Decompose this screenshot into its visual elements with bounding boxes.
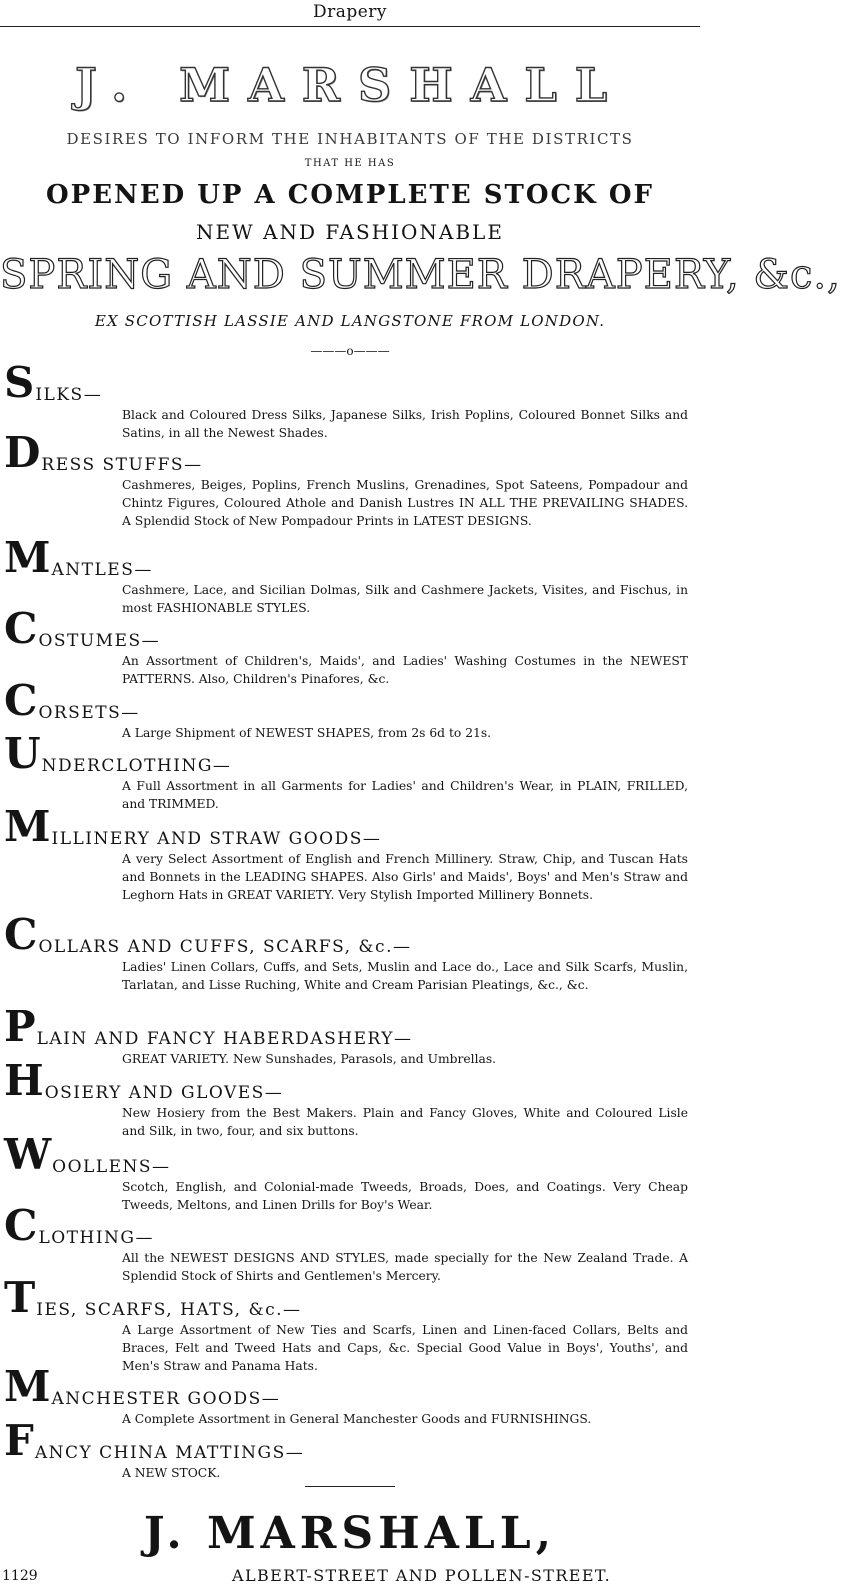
top-rule [0,26,700,27]
item-ties [4,1273,692,1375]
item-heading: OOLLENS— [52,1157,171,1177]
masthead-name: J. MARSHALL [74,58,626,112]
item-initial: D [4,428,41,477]
item-mantles [4,533,692,617]
item-initial: F [4,1416,34,1465]
item-heading: LAIN AND FANCY HABERDASHERY— [36,1029,413,1049]
item-heading: OSIERY AND GLOVES— [44,1083,284,1103]
item-description: A Complete Assortment in General Manchester Goods and FURNISHINGS. [122,1412,592,1426]
item-costumes [4,604,692,688]
item-heading: ILKS— [35,385,103,405]
item-description: Cashmere, Lace, and Sicilian Dolmas, Silk and Cashmere Jackets, Visites, and Fischus, in most FASHIONABLE STYLES. [122,583,688,615]
item-description: Cashmeres, Beiges, Poplins, French Muslins, Grenadines, Spot Sateens, Pompadour and Chintz Figures, Coloured Athole and Danish Lustres IN ALL THE PREVAILING SHADES. A Splendid Stock of New Pompadour Prints in LATEST DESIGNS. [122,478,688,528]
ornament-divider: ———o——— [310,344,390,358]
item-collars [4,910,692,994]
item-description: New Hosiery from the Best Makers. Plain and Fancy Gloves, White and Coloured Lisle and Silk, in two, four, and six buttons. [122,1106,688,1138]
item-description: A very Select Assortment of English and French Millinery. Straw, Chip, and Tuscan Hats and Bonnets in the LEADING SHAPES. Also Girls' and Maids', Boys' and Men's Straw and Leghorn Hats in GREAT VARIETY. Very Stylish Imported Millinery Bonnets. [122,852,688,902]
item-description: Black and Coloured Dress Silks, Japanese Silks, Irish Poplins, Coloured Bonnet Silks and Satins, in all the Newest Shades. [122,408,688,440]
item-initial: M [4,1362,51,1411]
item-description: Ladies' Linen Collars, Cuffs, and Sets, Muslin and Lace do., Lace and Silk Scarfs, Muslin, Tarlatan, and Lisse Ruching, White and Cream Parisian Pleatings, &c., &c. [122,960,688,992]
item-initial: S [4,358,35,407]
item-description: Scotch, English, and Colonial-made Tweeds, Broads, Does, and Coatings. Very Cheap Tweeds, Meltons, and Linen Drills for Boy's Wear. [122,1180,688,1212]
item-underclothing [4,729,692,813]
item-description: A Large Shipment of NEWEST SHAPES, from 2s 6d to 21s. [122,726,492,740]
address: ALBERT-STREET AND POLLEN-STREET. [232,1566,612,1585]
item-heading: IES, SCARFS, HATS, &c.— [36,1300,302,1320]
spring-summer-heading: SPRING AND SUMMER DRAPERY, &c., [0,252,841,298]
footer-name: J. MARSHALL, [143,1508,557,1559]
item-description: A NEW STOCK. [122,1466,221,1480]
page-number: 1129 [2,1568,38,1584]
item-heading: ILLINERY AND STRAW GOODS— [51,829,382,849]
item-silks [4,358,692,442]
item-initial: P [4,1002,36,1051]
item-initial: C [4,1201,38,1250]
item-heading: NDERCLOTHING— [41,756,232,776]
item-description: A Large Assortment of New Ties and Scarfs, Linen and Linen-faced Collars, Belts and Braces, Felt and Tweed Hats and Caps, &c. Special Good Value in Boys', Youths', and Men's Straw and Panama Hats. [122,1323,688,1373]
announcement-line: DESIRES TO INFORM THE INHABITANTS OF THE DISTRICTS [66,130,634,148]
new-fashionable-line: NEW AND FASHIONABLE [196,220,504,244]
item-heading: OLLARS AND CUFFS, SCARFS, &c.— [38,937,412,957]
item-initial: T [4,1273,36,1322]
item-dress-stuffs [4,428,692,530]
item-haberdashery [4,1002,692,1068]
item-initial: M [4,802,51,851]
item-description: A Full Assortment in all Garments for Ladies' and Children's Wear, in PLAIN, FRILLED, and TRIMMED. [122,779,688,811]
item-initial: M [4,533,51,582]
item-heading: LOTHING— [38,1228,154,1248]
item-heading: ORSETS— [38,703,140,723]
item-initial: C [4,676,38,725]
item-millinery [4,802,692,904]
item-heading: ANTLES— [51,560,153,580]
item-initial: U [4,729,41,778]
ships-line: EX SCOTTISH LASSIE AND LANGSTONE FROM LONDON. [94,312,606,330]
item-description: All the NEWEST DESIGNS AND STYLES, made specially for the New Zealand Trade. A Splendid Stock of Shirts and Gentlemen's Mercery. [122,1251,688,1283]
that-he-has-line: THAT HE HAS [304,158,396,169]
item-heading: ANCHESTER GOODS— [51,1389,281,1409]
item-description: GREAT VARIETY. New Sunshades, Parasols, and Umbrellas. [122,1052,497,1066]
item-initial: W [4,1130,52,1179]
item-woollens [4,1130,692,1214]
item-initial: C [4,910,38,959]
item-manchester [4,1362,692,1428]
item-heading: ANCY CHINA MATTINGS— [34,1443,305,1463]
item-initial: C [4,604,38,653]
opened-stock-line: OPENED UP A COMPLETE STOCK OF [46,180,654,210]
item-initial: H [4,1056,44,1105]
footer-rule [305,1486,395,1487]
item-heading: RESS STUFFS— [41,455,203,475]
item-heading: OSTUMES— [38,631,161,651]
section-title: Drapery [312,2,388,22]
item-description: An Assortment of Children's, Maids', and Ladies' Washing Costumes in the NEWEST PATTERNS. Also, Children's Pinafores, &c. [122,654,688,686]
item-clothing [4,1201,692,1285]
